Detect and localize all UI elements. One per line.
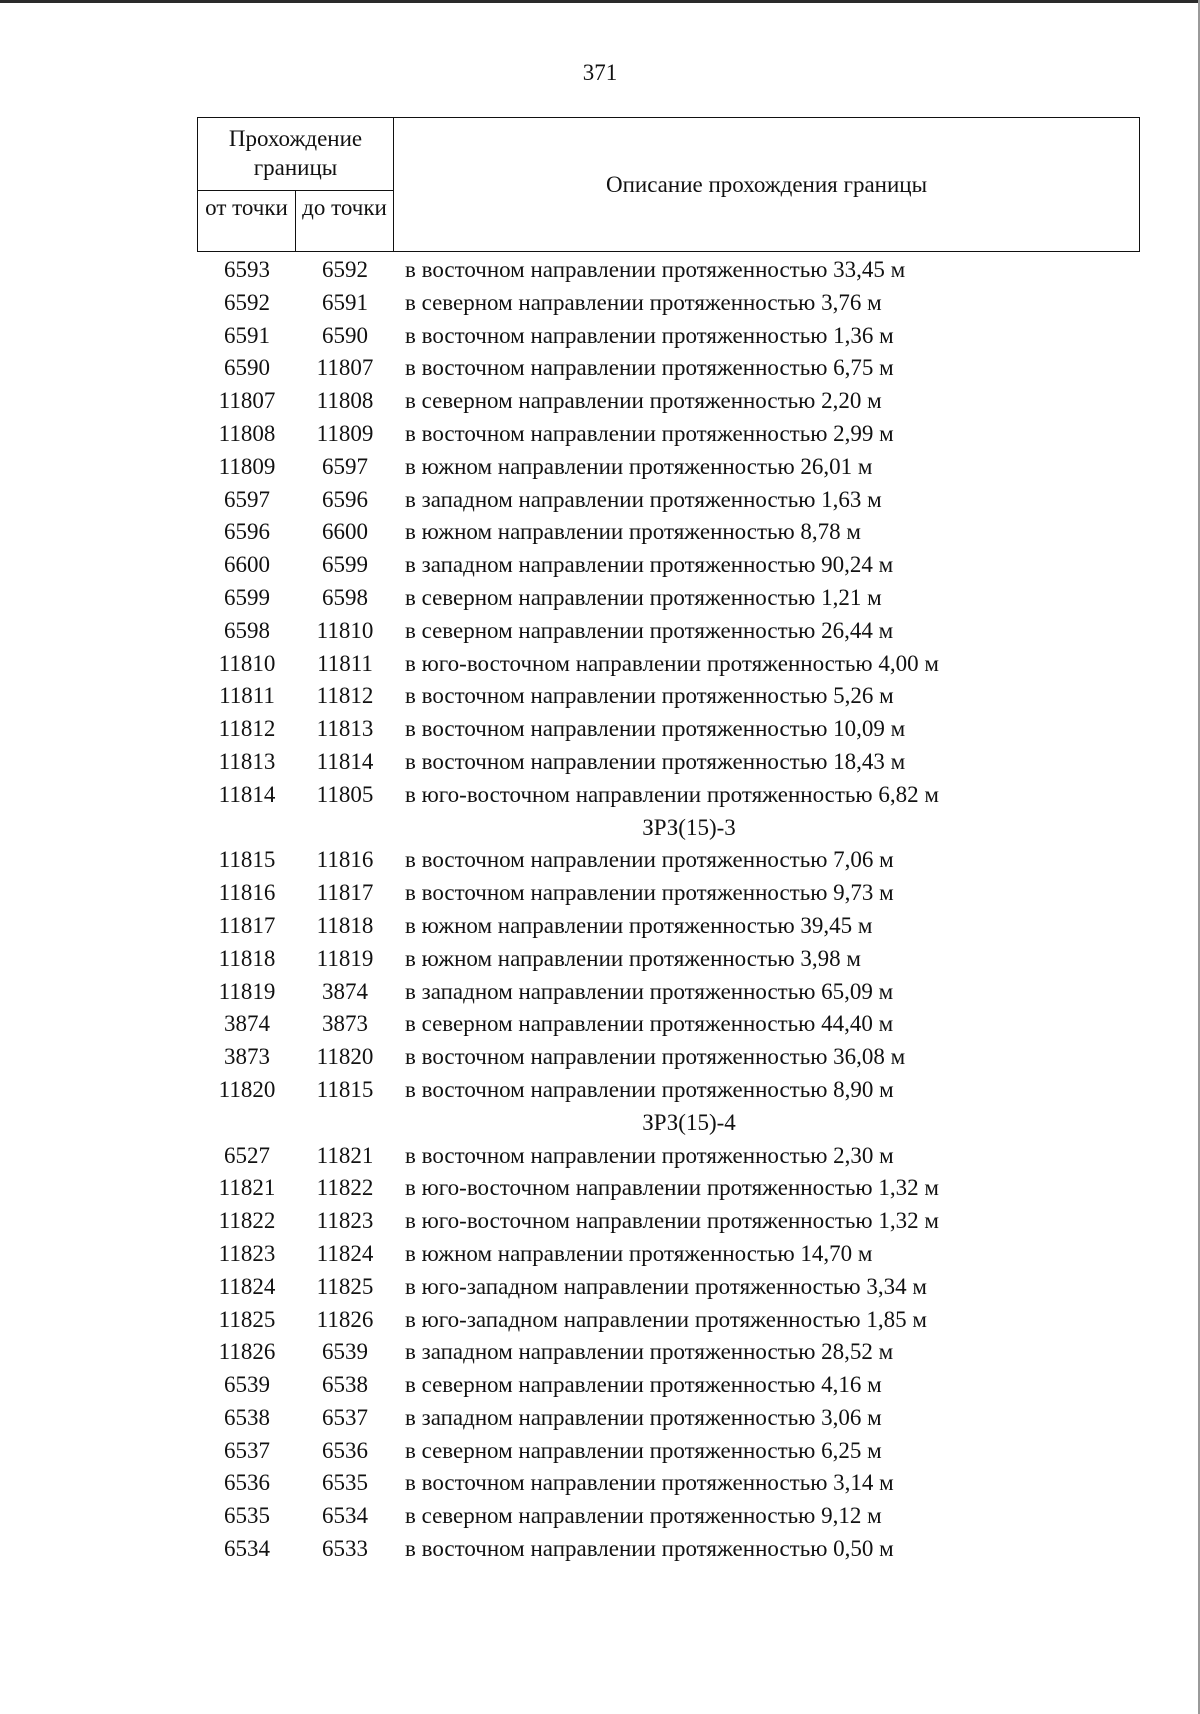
from-point-cell: 11811 <box>219 683 275 709</box>
from-point-cell: 6539 <box>224 1372 270 1398</box>
description-cell: в северном направлении протяженностью 4,16 м <box>405 1372 882 1398</box>
table-row <box>197 582 1097 615</box>
description-cell: в южном направлении протяженностью 8,78 м <box>405 519 861 545</box>
table-row <box>197 1500 1097 1533</box>
description-cell: в южном направлении протяженностью 39,45 м <box>405 912 873 938</box>
from-point-cell: 6527 <box>224 1142 270 1168</box>
description-cell: в северном направлении протяженностью 44,40 м <box>405 1011 894 1037</box>
description-cell: в восточном направлении протяженностью 0,50 м <box>405 1536 894 1562</box>
description-cell: в юго-западном направлении протяженностью 3,34 м <box>405 1273 927 1299</box>
description-cell: в восточном направлении протяженностью 3,14 м <box>405 1470 894 1496</box>
from-point-cell: 11821 <box>218 1175 276 1201</box>
description-cell: в восточном направлении протяженностью 7,06 м <box>405 847 894 873</box>
to-point-cell: 11807 <box>316 355 374 381</box>
to-point-cell: 11819 <box>316 945 374 971</box>
description-cell: в западном направлении протяженностью 65,09 м <box>405 978 894 1004</box>
from-point-cell: 11815 <box>218 847 276 873</box>
description-cell: в западном направлении протяженностью 3,06 м <box>405 1404 882 1430</box>
from-point-cell: 3874 <box>224 1011 270 1037</box>
table-row <box>197 1140 1097 1173</box>
to-point-cell: 6539 <box>322 1339 368 1365</box>
table-header <box>197 117 1140 252</box>
table-body <box>197 254 1097 1566</box>
from-point-cell: 6536 <box>224 1470 270 1496</box>
from-point-cell: 11809 <box>218 453 276 479</box>
to-point-cell: 11817 <box>316 880 374 906</box>
description-cell: в южном направлении протяженностью 3,98 м <box>405 945 861 971</box>
table-row <box>197 516 1097 549</box>
from-point-cell: 6537 <box>224 1437 270 1463</box>
to-point-cell: 3873 <box>322 1011 368 1037</box>
from-point-cell: 6593 <box>224 257 270 282</box>
to-point-cell: 11816 <box>316 847 374 873</box>
table-row <box>197 418 1097 451</box>
from-point-cell: 11812 <box>218 716 276 742</box>
description-cell: в восточном направлении протяженностью 1,36 м <box>405 322 894 348</box>
header-description <box>394 118 1139 251</box>
from-point-cell: 6534 <box>224 1536 270 1562</box>
table-row <box>197 1435 1097 1468</box>
table-row <box>197 1041 1097 1074</box>
table-row <box>197 910 1097 943</box>
description-cell: в южном направлении протяженностью 26,01 м <box>405 453 873 479</box>
table-row <box>197 549 1097 582</box>
to-point-cell: 11815 <box>316 1076 374 1102</box>
from-point-cell: 11814 <box>218 781 276 807</box>
description-cell: в восточном направлении протяженностью 9,73 м <box>405 880 894 906</box>
to-point-cell: 6596 <box>322 486 368 512</box>
from-point-cell: 11813 <box>218 748 276 774</box>
to-point-cell: 11818 <box>316 912 374 938</box>
to-point-cell: 11811 <box>317 650 373 676</box>
table-row <box>197 1074 1097 1107</box>
description-cell: в юго-восточном направлении протяженностью 6,82 м <box>405 781 939 807</box>
from-point-cell: 11818 <box>218 945 276 971</box>
from-point-cell: 6592 <box>224 289 270 315</box>
description-cell: в северном направлении протяженностью 1,21 м <box>405 584 882 610</box>
to-point-cell: 6590 <box>322 322 368 348</box>
from-point-cell: 6597 <box>224 486 270 512</box>
from-point-cell: 11824 <box>218 1273 276 1299</box>
description-cell: в юго-восточном направлении протяженностью 1,32 м <box>405 1208 939 1234</box>
to-point-cell: 11822 <box>316 1175 374 1201</box>
description-cell: в восточном направлении протяженностью 6,75 м <box>405 355 894 381</box>
description-cell: в северном направлении протяженностью 9,12 м <box>405 1503 882 1529</box>
to-point-cell: 6592 <box>322 257 368 282</box>
to-point-cell: 6538 <box>322 1372 368 1398</box>
table-row <box>197 615 1097 648</box>
header-description-label: Описание прохождения границы <box>605 172 928 197</box>
to-point-cell: 3874 <box>322 978 368 1004</box>
description-cell: в восточном направлении протяженностью 2,99 м <box>405 420 894 446</box>
to-point-cell: 6600 <box>322 519 368 545</box>
table-row <box>197 1205 1097 1238</box>
header-boundary-passage: Прохождение границы <box>198 118 394 191</box>
table-row <box>197 779 1097 812</box>
description-cell: в западном направлении протяженностью 1,63 м <box>405 486 882 512</box>
from-point-cell: 6590 <box>224 355 270 381</box>
description-cell: в юго-восточном направлении протяженностью 4,00 м <box>405 650 939 676</box>
to-point-cell: 11805 <box>316 781 374 807</box>
table-row <box>197 844 1097 877</box>
to-point-cell: 11823 <box>316 1208 374 1234</box>
table-row <box>197 943 1097 976</box>
description-cell: в северном направлении протяженностью 3,76 м <box>405 289 882 315</box>
from-point-cell: 6596 <box>224 519 270 545</box>
from-point-cell: 11826 <box>218 1339 276 1365</box>
to-point-cell: 11808 <box>316 388 374 414</box>
section-heading <box>197 812 1097 845</box>
from-point-cell: 6535 <box>224 1503 270 1529</box>
from-point-cell: 11810 <box>218 650 276 676</box>
from-point-cell: 11822 <box>218 1208 276 1234</box>
section-heading <box>197 1107 1097 1140</box>
to-point-cell: 6534 <box>322 1503 368 1529</box>
from-point-cell: 11825 <box>218 1306 276 1332</box>
description-cell: в северном направлении протяженностью 6,25 м <box>405 1437 882 1463</box>
table-row <box>197 1008 1097 1041</box>
header-from-point: от точки <box>198 191 296 251</box>
description-cell: в западном направлении протяженностью 28,52 м <box>405 1339 894 1365</box>
description-cell: в восточном направлении протяженностью 8,90 м <box>405 1076 894 1102</box>
scan-edge-top <box>0 0 1200 3</box>
from-point-cell: 11816 <box>218 880 276 906</box>
table-row <box>197 320 1097 353</box>
table-row <box>197 287 1097 320</box>
table-row <box>197 680 1097 713</box>
to-point-cell: 11813 <box>316 716 374 742</box>
description-cell: в западном направлении протяженностью 90,24 м <box>405 552 894 578</box>
table-row <box>197 1172 1097 1205</box>
table-row <box>197 385 1097 418</box>
from-point-cell: 6598 <box>224 617 270 643</box>
description-cell: в восточном направлении протяженностью 10,09 м <box>405 716 906 742</box>
to-point-cell: 11820 <box>316 1044 374 1070</box>
table-row <box>197 1336 1097 1369</box>
table-row <box>197 1238 1097 1271</box>
table-row <box>197 451 1097 484</box>
to-point-cell: 6533 <box>322 1536 368 1562</box>
from-point-cell: 11823 <box>218 1240 276 1266</box>
from-point-cell: 11817 <box>218 912 276 938</box>
header-to-point: до точки <box>296 191 394 251</box>
to-point-cell: 11824 <box>316 1240 374 1266</box>
table-row <box>197 1533 1097 1566</box>
table-row <box>197 976 1097 1009</box>
description-cell: в юго-западном направлении протяженностью 1,85 м <box>405 1306 927 1332</box>
table-row <box>197 648 1097 681</box>
description-cell: в южном направлении протяженностью 14,70 м <box>405 1240 873 1266</box>
page-number: 371 <box>582 60 618 85</box>
table-row <box>197 484 1097 517</box>
table-row <box>197 1402 1097 1435</box>
from-point-cell: 11808 <box>218 420 276 446</box>
section-title: ЗРЗ(15)-3 <box>642 814 736 840</box>
table-row <box>197 746 1097 779</box>
description-cell: в восточном направлении протяженностью 5,26 м <box>405 683 894 709</box>
to-point-cell: 11809 <box>316 420 374 446</box>
description-cell: в восточном направлении протяженностью 33,45 м <box>405 257 906 282</box>
to-point-cell: 6591 <box>322 289 368 315</box>
to-point-cell: 6536 <box>322 1437 368 1463</box>
from-point-cell: 11807 <box>218 388 276 414</box>
from-point-cell: 11820 <box>218 1076 276 1102</box>
to-point-cell: 11810 <box>316 617 374 643</box>
description-cell: в северном направлении протяженностью 26,44 м <box>405 617 894 643</box>
description-cell: в северном направлении протяженностью 2,20 м <box>405 388 882 414</box>
description-cell: в восточном направлении протяженностью 36,08 м <box>405 1044 906 1070</box>
to-point-cell: 11825 <box>316 1273 374 1299</box>
from-point-cell: 6538 <box>224 1404 270 1430</box>
to-point-cell: 11821 <box>316 1142 374 1168</box>
table-row <box>197 1467 1097 1500</box>
to-point-cell: 6537 <box>322 1404 368 1430</box>
to-point-cell: 11826 <box>316 1306 374 1332</box>
from-point-cell: 6600 <box>224 552 270 578</box>
table-row <box>197 713 1097 746</box>
description-cell: в восточном направлении протяженностью 2,30 м <box>405 1142 894 1168</box>
table-row <box>197 1369 1097 1402</box>
table-row <box>197 1271 1097 1304</box>
to-point-cell: 6599 <box>322 552 368 578</box>
table-row <box>197 352 1097 385</box>
to-point-cell: 6535 <box>322 1470 368 1496</box>
table-row <box>197 877 1097 910</box>
from-point-cell: 6591 <box>224 322 270 348</box>
from-point-cell: 6599 <box>224 584 270 610</box>
to-point-cell: 11812 <box>316 683 374 709</box>
from-point-cell: 3873 <box>224 1044 270 1070</box>
to-point-cell: 6598 <box>322 584 368 610</box>
to-point-cell: 6597 <box>322 453 368 479</box>
table-row <box>197 254 1097 287</box>
from-point-cell: 11819 <box>218 978 276 1004</box>
description-cell: в восточном направлении протяженностью 18,43 м <box>405 748 906 774</box>
to-point-cell: 11814 <box>316 748 374 774</box>
section-title: ЗРЗ(15)-4 <box>642 1109 736 1135</box>
table-row <box>197 1304 1097 1337</box>
description-cell: в юго-восточном направлении протяженностью 1,32 м <box>405 1175 939 1201</box>
